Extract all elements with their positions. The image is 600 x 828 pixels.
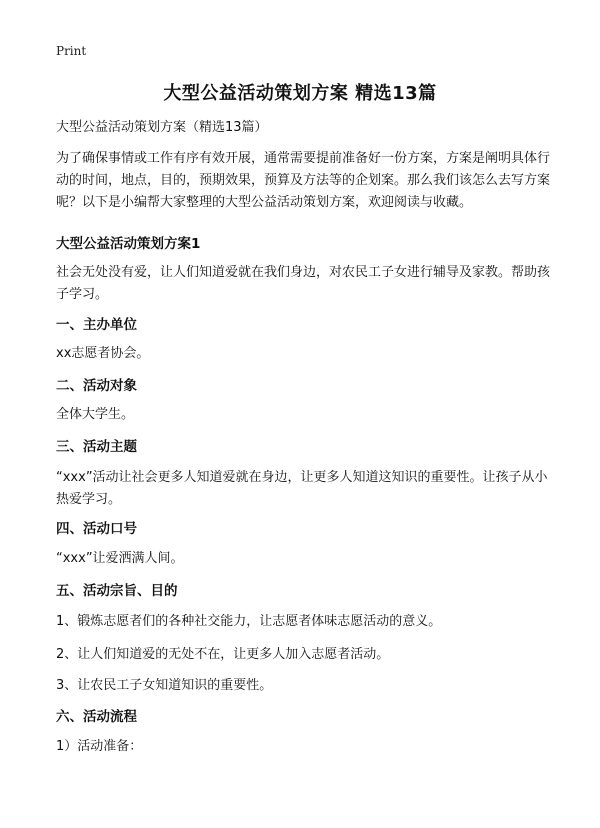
list-item: 1、锻炼志愿者们的各种社交能力，让志愿者体味志愿活动的意义。 <box>56 614 442 629</box>
section-text-organizer: xx志愿者协会。 <box>56 346 150 361</box>
section-heading-slogan: 四、活动口号 <box>56 521 137 537</box>
section-heading-purpose: 五、活动宗旨、目的 <box>56 583 178 599</box>
print-label: Print <box>56 44 87 58</box>
document-subtitle: 大型公益活动策划方案（精选13篇） <box>56 120 268 135</box>
section-text-slogan: “xxx”让爱洒满人间。 <box>56 551 184 566</box>
list-item: 3、让农民工子女知道知识的重要性。 <box>56 678 273 693</box>
intro-paragraph: 为了确保事情或工作有序有效开展，通常需要提前准备好一份方案，方案是阐明具体行动的时间，地点，目的，预期效果，预算及方法等的企划案。那么我们该怎么去写方案呢？以下是小编帮大家整理的大型公益活动策划方案，欢迎阅读与收藏。 <box>56 151 551 210</box>
section-heading-organizer: 一、主办单位 <box>56 317 137 333</box>
section-heading-audience: 二、活动对象 <box>56 378 137 394</box>
section-heading-theme: 三、活动主题 <box>56 439 137 455</box>
section-text-audience: 全体大学生。 <box>56 407 135 422</box>
section-text-theme: “xxx”活动让社会更多人知道爱就在身边，让更多人知道这知识的重要性。让孩子从小热爱学习。 <box>56 470 548 507</box>
section-heading-process: 六、活动流程 <box>56 709 137 725</box>
document-title: 大型公益活动策划方案 精选13篇 <box>163 83 437 104</box>
list-item: 1）活动准备： <box>56 739 143 754</box>
list-item: 2、让人们知道爱的无处不在，让更多人加入志愿者活动。 <box>56 647 390 662</box>
plan-heading: 大型公益活动策划方案1 <box>56 236 201 252</box>
plan-intro-paragraph: 社会无处没有爱，让人们知道爱就在我们身边，对农民工子女进行辅导及家教。帮助孩子学习。 <box>56 265 551 302</box>
